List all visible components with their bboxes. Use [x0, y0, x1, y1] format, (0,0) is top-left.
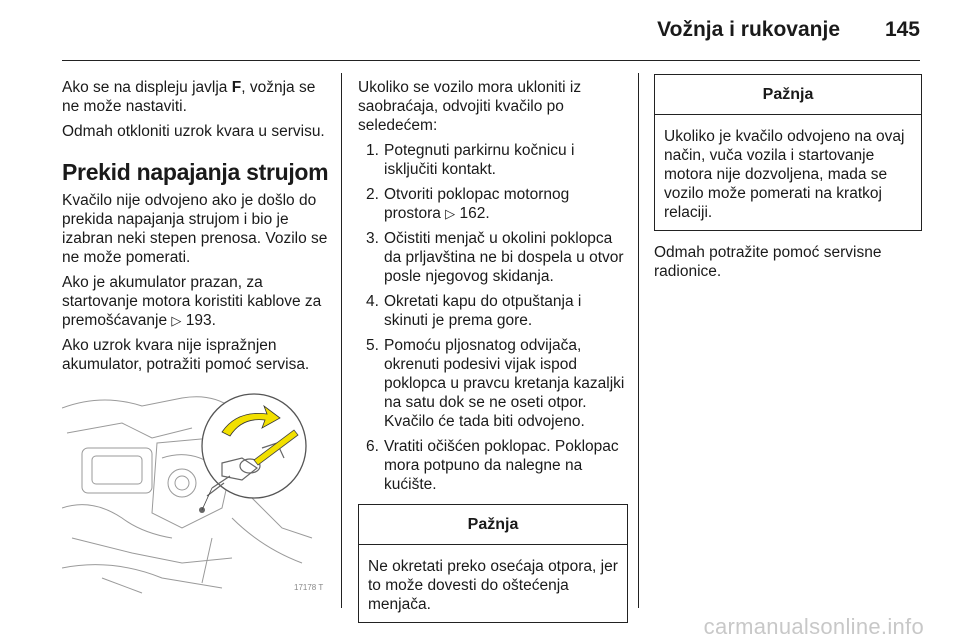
procedure-steps [358, 141, 628, 494]
warning-box [358, 504, 628, 623]
warning-text: Ne okretati preko osećaja otpora, jer to može dovesti do oštećenja menjača. [368, 558, 618, 613]
warning-box [654, 74, 922, 231]
list-item: 1. Potegnuti parkirnu kočnicu i isključiti kontakt. [366, 142, 575, 178]
paragraph-fix-fault: Odmah otkloniti uzrok kvara u servisu. [62, 123, 325, 140]
warning-title: Pažnja [655, 75, 921, 115]
paragraph-display-f: Ako se na displeju javlja F, vožnja se ne može nastaviti. [62, 79, 316, 115]
display-code-f: F [231, 79, 242, 96]
paragraph-jump-start: Ako je akumulator prazan, za startovanje motora koristiti kablove za premošćavanje ▷ 193. [62, 274, 322, 329]
engine-bay-drawing [62, 388, 330, 594]
column-divider-1 [341, 73, 342, 608]
procedure-intro: Ukoliko se vozilo mora ukloniti iz saobraćaja, odvojiti kvačilo po seledećem: [358, 79, 582, 134]
page-ref-arrow-icon: ▷ [445, 206, 456, 221]
page-number: 145 [884, 18, 920, 41]
column-1 [62, 78, 330, 380]
list-item: 3. Očistiti menjač u okolini poklopca da prljavština ne bi dospela u otvor posle njegovog skidanja. [366, 230, 624, 285]
column-3 [654, 78, 922, 287]
warning-text: Ukoliko je kvačilo odvojeno na ovaj način, vuča vozila i startovanje motora nije dozvoljena, mada se vozilo može pomerati na kratkoj relaciji. [664, 128, 905, 221]
column-divider-2 [638, 73, 639, 608]
paragraph-power-loss: Kvačilo nije odvojeno ako je došlo do prekida napajanja strujom i bio je izabran neki stepen prenosa. Vozilo se ne može pomerati. [62, 192, 328, 266]
watermark: carmanualsonline.info [703, 614, 924, 639]
page-header [0, 0, 960, 64]
transmission-illustration [62, 388, 330, 594]
page-ref-arrow-icon: ▷ [171, 313, 182, 328]
detail-inset [202, 394, 306, 498]
list-item: 6. Vratiti očišćen poklopac. Poklopac mora potpuno da nalegne na kućište. [366, 438, 619, 493]
list-item: 2. Otvoriti poklopac motornog prostora ▷ 162. [366, 186, 570, 222]
list-item: 5. Pomoću pljosnatog odvijača, okrenuti podesivi vijak ispod poklopca u pravcu kretanja kazaljki na satu dok se ne oseti otpor. Kvačilo će tada biti odvojeno. [366, 337, 625, 430]
paragraph-contact-service: Ako uzrok kvara nije ispražnjen akumulator, potražiti pomoć servisa. [62, 337, 310, 373]
section-heading: Prekid napajanja strujom [62, 159, 329, 185]
page-ref[interactable]: 162. [459, 205, 490, 222]
list-item: 4. Okretati kapu do otpuštanja i skinuti je prema gore. [366, 293, 582, 329]
figure-code: 17178 T [294, 583, 324, 592]
column-2 [358, 78, 628, 623]
paragraph-service-help: Odmah potražite pomoć servisne radionice. [654, 244, 882, 280]
header-rule [62, 60, 920, 61]
page-ref[interactable]: 193. [185, 312, 216, 329]
warning-title: Pažnja [359, 505, 627, 545]
section-title: Vožnja i rukovanje [657, 18, 840, 41]
